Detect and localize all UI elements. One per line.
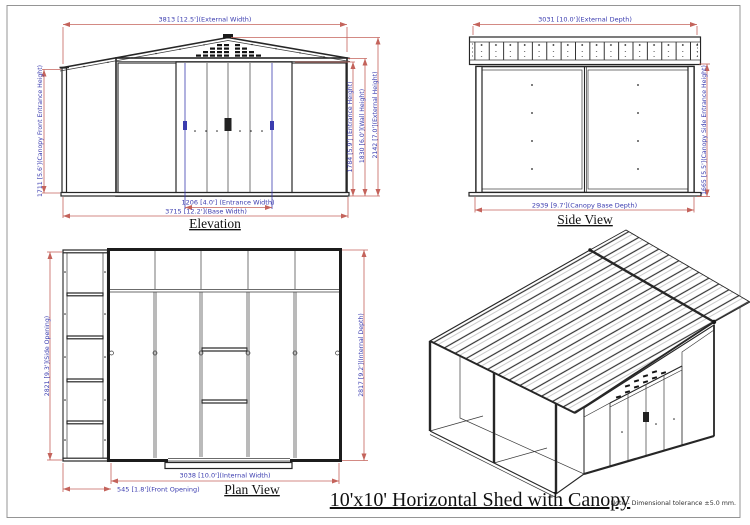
- side-canopy-roof-band: [470, 37, 701, 65]
- dim-internal-depth: [342, 250, 368, 461]
- iso-roof: [430, 230, 750, 413]
- plan-floor: [109, 250, 341, 469]
- door-handle-right: [270, 121, 274, 130]
- plan-canopy-frame: [63, 250, 108, 461]
- dim-entrance-width: [181, 199, 274, 208]
- dim-internal-depth-text: 2817 [9.2'](Internal Depth): [358, 313, 365, 397]
- dim-external-width-text: 3813 [12.5'](External Width): [158, 15, 252, 24]
- dim-side-opening: [44, 252, 62, 460]
- isometric-view: [430, 230, 750, 498]
- plan-door-opening: [168, 457, 290, 463]
- dim-entrance-width-text: 1206 [4.0'] (Entrance Width): [181, 198, 275, 207]
- canopy-front-post: [62, 68, 67, 193]
- dim-canopy-side-entrance-height-text: 1665 [5.5'](Canopy Side Entrance Height): [701, 65, 708, 195]
- dim-canopy-front-entrance-height: [37, 65, 61, 197]
- elevation-view: [37, 16, 380, 232]
- dim-external-width: [63, 16, 347, 65]
- iso-ridge-cap-front: [712, 320, 716, 324]
- dim-canopy-front-entrance-height-text: 1711 [5.6'](Canopy Front Entrance Height): [37, 64, 44, 198]
- dim-external-depth-text: 3031 [10.0'](External Depth): [538, 15, 632, 24]
- side-view: [469, 16, 710, 228]
- dim-external-height-text: 2142 [7.0'](External Height): [372, 71, 379, 159]
- side-view-label: Side View: [557, 212, 613, 227]
- elevation-drawing: [60, 34, 351, 209]
- iso-ridge-cap-back: [588, 248, 591, 251]
- side-base-rail: [469, 193, 701, 197]
- dim-canopy-side-entrance-height: [697, 64, 710, 197]
- iso-front-left-louver: [584, 403, 610, 474]
- plan-door-threshold: [165, 463, 292, 469]
- dim-front-opening-text: 545 [1.8'](Front Opening): [117, 485, 200, 494]
- dim-external-depth: [473, 16, 697, 36]
- elevation-right-louver-panel: [292, 63, 346, 193]
- plan-drawing: [63, 250, 341, 469]
- iso-front-base: [584, 436, 714, 474]
- dim-side-opening-text: 2821 [9.3'](Side Opening): [44, 315, 51, 397]
- dim-base-width-text: 3715 [12.2'](Base Width): [165, 207, 247, 216]
- gable-vents: [196, 44, 261, 57]
- door-handle-left: [183, 121, 187, 130]
- iso-canopy-floor: [430, 416, 584, 498]
- side-drawing: [469, 37, 701, 196]
- dim-canopy-base-depth: [475, 197, 694, 213]
- dim-wall-height-text: 1830 [6.0'](Wall Height): [359, 88, 366, 164]
- iso-door-latch: [643, 412, 649, 422]
- sheet-title: 10'x10' Horizontal Shed with Canopy: [329, 489, 631, 511]
- dim-entrance-height-text: 1784 [5.9'] (Entrance Height): [347, 81, 354, 173]
- side-wall: [476, 67, 694, 193]
- tolerance-note: Note - Dimensional tolerance ±5.0 mm.: [610, 500, 736, 507]
- elevation-dimensions: [37, 16, 380, 219]
- plan-view-label: Plan View: [224, 482, 280, 497]
- elevation-left-louver-panel: [118, 63, 176, 193]
- iso-front-right-louver: [682, 330, 714, 445]
- plan-view: [44, 250, 368, 498]
- elevation-label: Elevation: [189, 216, 241, 231]
- dim-canopy-base-depth-text: 2939 [9.7'](Canopy Base Depth): [531, 201, 638, 210]
- elevation-doors: [176, 62, 292, 209]
- dim-internal-width-text: 3038 [10.0'](Internal Width): [179, 471, 271, 480]
- door-center-latch: [225, 118, 232, 131]
